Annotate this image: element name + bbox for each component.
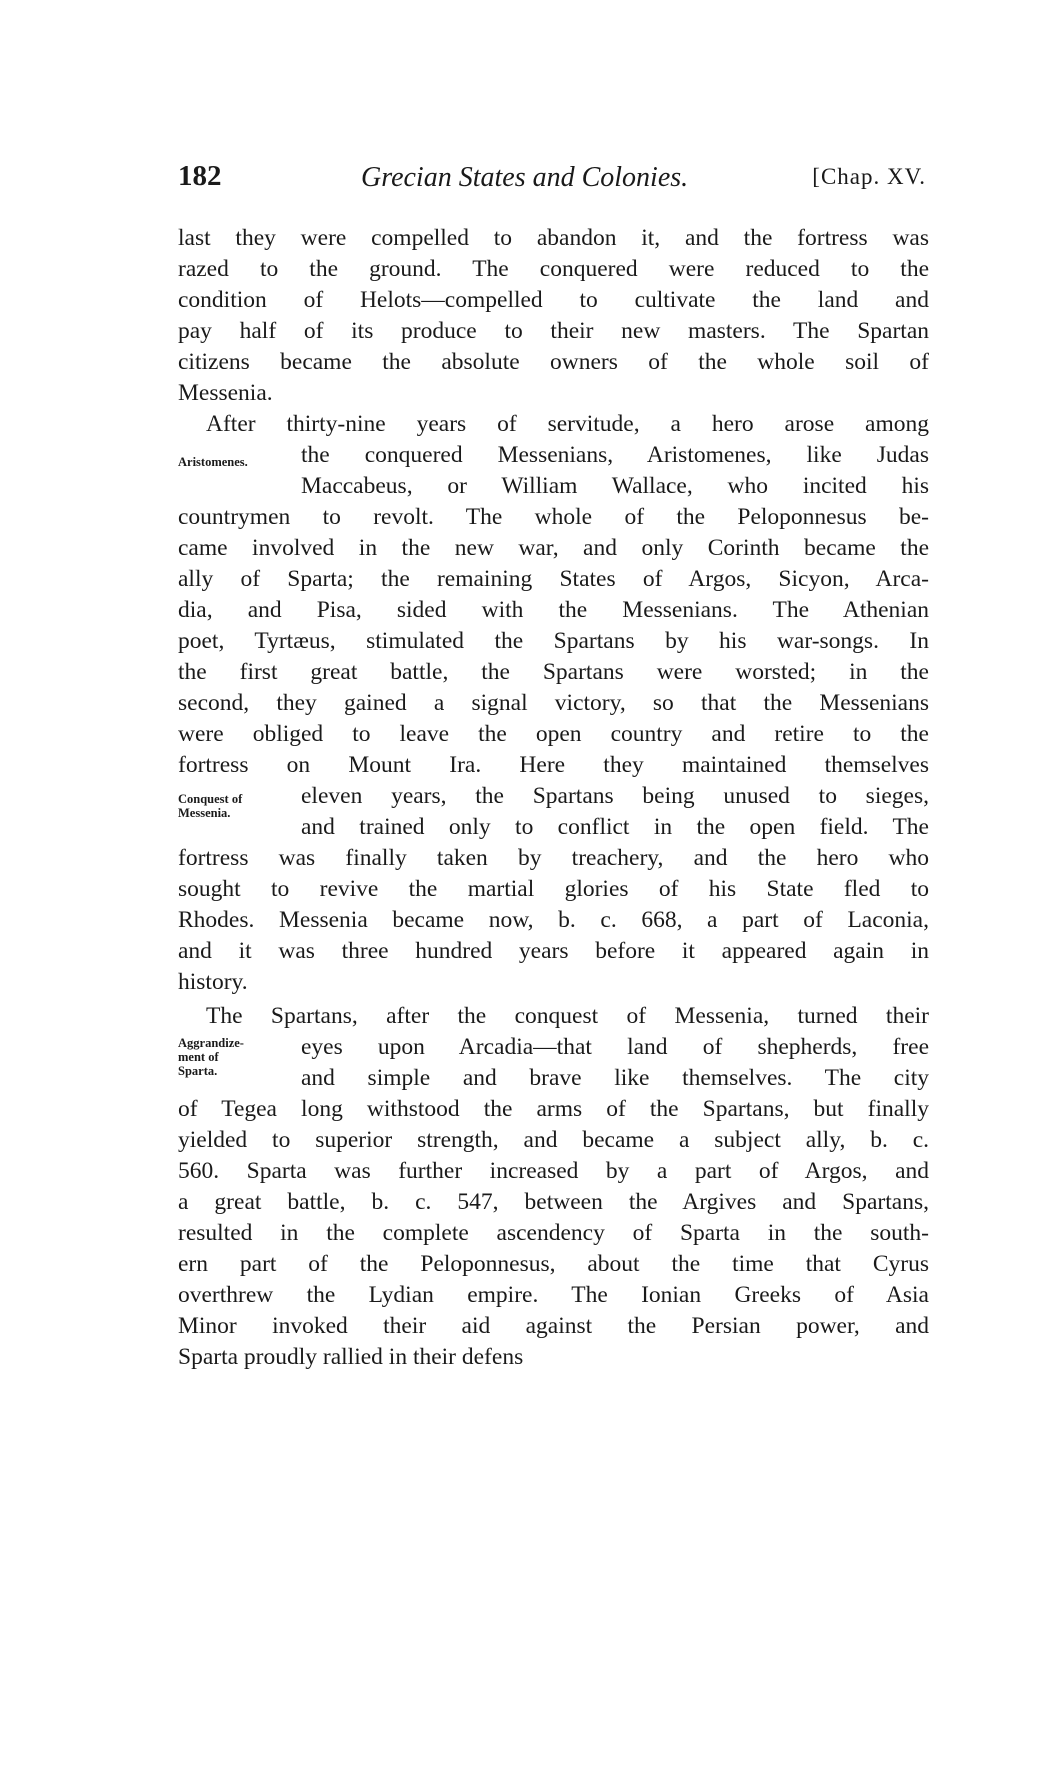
text-line: sought to revive the martial glories of his State fled to — [178, 876, 929, 902]
text-line: dia, and Pisa, sided with the Messenians. The Athenian — [178, 597, 929, 623]
text-line: fortress on Mount Ira. Here they maintained themselves — [178, 752, 929, 778]
chapter-reference: [Chap. XV. — [812, 164, 926, 189]
text-line: eleven years, the Spartans being unused to sieges, — [301, 783, 929, 809]
text-line: came involved in the new war, and only Corinth became the — [178, 535, 929, 561]
text-line: a great battle, b. c. 547, between the Argives and Spartans, — [178, 1189, 929, 1215]
text-line: and trained only to conflict in the open field. The — [301, 814, 929, 840]
text-line: and it was three hundred years before it appeared again in — [178, 938, 929, 964]
text-line: yielded to superior strength, and became a subject ally, b. c. — [178, 1127, 929, 1153]
margin-note-aristomenes: Aristomenes. — [178, 455, 248, 469]
text-line: Maccabeus, or William Wallace, who incited his — [301, 473, 929, 499]
page-number: 182 — [178, 160, 222, 192]
text-line: of Tegea long withstood the arms of the Spartans, but finally — [178, 1096, 929, 1122]
page-header — [178, 160, 926, 200]
text-line: Minor invoked their aid against the Persian power, and — [178, 1313, 929, 1339]
text-line: second, they gained a signal victory, so that the Messenians — [178, 690, 929, 716]
text-line: poet, Tyrtæus, stimulated the Spartans by his war-songs. In — [178, 628, 929, 654]
text-line: ern part of the Peloponnesus, about the time that Cyrus — [178, 1251, 929, 1277]
text-line: Sparta proudly rallied in their defens — [178, 1344, 524, 1370]
text-line: The Spartans, after the conquest of Messenia, turned their — [206, 1003, 929, 1029]
text-line: condition of Helots—compelled to cultivate the land and — [178, 287, 929, 313]
text-line: and simple and brave like themselves. The city — [301, 1065, 929, 1091]
text-line: were obliged to leave the open country and retire to the — [178, 721, 929, 747]
text-line: Messenia. — [178, 380, 273, 406]
text-line: Rhodes. Messenia became now, b. c. 668, a part of Laconia, — [178, 907, 929, 933]
text-line: the first great battle, the Spartans were worsted; in the — [178, 659, 929, 685]
text-line: razed to the ground. The conquered were reduced to the — [178, 256, 929, 282]
text-line: fortress was finally taken by treachery, and the hero who — [178, 845, 929, 871]
text-line: ally of Sparta; the remaining States of Argos, Sicyon, Arca- — [178, 566, 929, 592]
margin-note-conquest-of-messenia: Conquest of Messenia. — [178, 792, 243, 820]
text-line: citizens became the absolute owners of the whole soil of — [178, 349, 929, 375]
running-title: Grecian States and Colonies. — [361, 162, 689, 193]
text-line: the conquered Messenians, Aristomenes, like Judas — [301, 442, 929, 468]
text-line: history. — [178, 969, 248, 995]
text-line: pay half of its produce to their new masters. The Spartan — [178, 318, 929, 344]
margin-note-aggrandizement-of-sparta: Aggrandize- ment of Sparta. — [178, 1036, 244, 1078]
text-line: eyes upon Arcadia—that land of shepherds, free — [301, 1034, 929, 1060]
text-line: countrymen to revolt. The whole of the Peloponnesus be- — [178, 504, 929, 530]
text-line: After thirty-nine years of servitude, a hero arose among — [206, 411, 929, 437]
text-line: resulted in the complete ascendency of Sparta in the south- — [178, 1220, 929, 1246]
text-line: last they were compelled to abandon it, and the fortress was — [178, 225, 929, 251]
text-line: 560. Sparta was further increased by a part of Argos, and — [178, 1158, 929, 1184]
text-line: overthrew the Lydian empire. The Ionian Greeks of Asia — [178, 1282, 929, 1308]
